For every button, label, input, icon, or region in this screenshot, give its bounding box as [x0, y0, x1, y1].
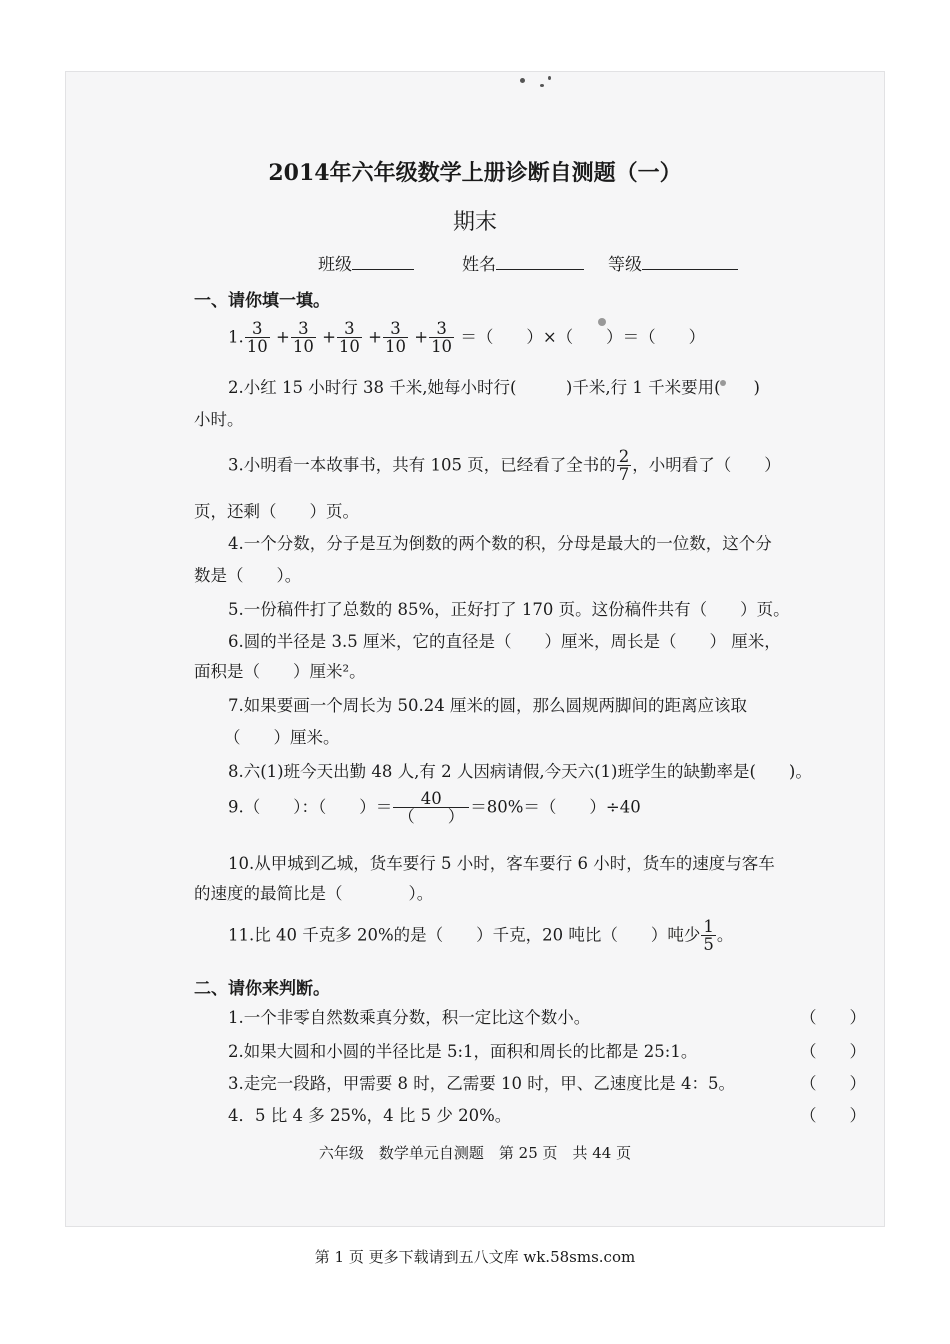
name-blank	[496, 269, 584, 270]
question-3-line2: 页，还剩（ ）页。	[194, 502, 359, 521]
denominator: 10	[246, 337, 268, 357]
question-2-line2: 小时。	[194, 410, 244, 429]
class-field	[318, 250, 414, 275]
question-7-line2: （ ）厘米。	[224, 728, 340, 747]
numerator: 1	[703, 917, 714, 936]
question-3-line1	[228, 448, 781, 484]
numerator: 3	[291, 320, 316, 338]
page-subtitle: 期末	[452, 210, 497, 235]
question-6-line1: 6.圆的半径是 3.5 厘米，它的直径是（ ）厘米，周长是（ ） 厘米，	[228, 632, 781, 651]
plus-sign: +	[322, 327, 336, 347]
question-8: 8.六(1)班今天出勤 48 人,有 2 人因病请假,今天六(1)班学生的缺勤率是( )。	[228, 762, 812, 781]
judge-answer-4: （ ）	[800, 1106, 866, 1125]
question-4-line1: 4.一个分数，分子是互为倒数的两个数的积，分母是最大的一位数，这个分	[228, 534, 772, 553]
denominator: （ ）	[398, 807, 465, 827]
section1-heading: 一、请你填一填。	[194, 291, 330, 311]
question-9	[228, 790, 641, 826]
question-9-text: ＝80%＝（ ）÷40	[470, 797, 641, 817]
name-field	[462, 250, 584, 275]
question-2-line1: 2.小红 15 小时行 38 千米,她每小时行( )千米,行 1 千米要用( )	[228, 378, 760, 397]
fraction	[393, 790, 469, 826]
scan-speck	[520, 78, 525, 83]
question-3-text: ，小明看了（ ）	[632, 455, 781, 475]
judge-item-2: 2.如果大圆和小圆的半径比是 5:1，面积和周长的比都是 25:1。	[228, 1042, 698, 1061]
denominator: 5	[703, 935, 714, 955]
plus-sign: +	[368, 327, 382, 347]
question-1-tail: ＝（ ）×（ ）＝（ ）	[460, 327, 706, 347]
numerator: 40	[393, 790, 469, 808]
numerator: 3	[245, 320, 270, 338]
judge-answer-2: （ ）	[800, 1042, 866, 1061]
question-1	[228, 320, 705, 356]
numerator: 2	[618, 447, 630, 466]
judge-answer-1: （ ）	[800, 1008, 866, 1027]
question-11-text: 11.比 40 千克多 20%的是（ ）千克，20 吨比（ ）吨少	[228, 925, 701, 945]
question-3-text: 3.小明看一本故事书，共有 105 页，已经看了全书的	[228, 455, 616, 475]
judge-item-3: 3.走完一段路，甲需要 8 时，乙需要 10 时，甲、乙速度比是 4：5。	[228, 1074, 735, 1093]
denominator: 10	[431, 337, 453, 357]
fraction	[291, 320, 316, 356]
download-footer: 第 1 页 更多下载请到五八文库 wk.58sms.com	[314, 1248, 636, 1266]
name-label: 姓名	[462, 255, 496, 275]
page-footer: 六年级 数学单元自测题 第 25 页 共 44 页	[318, 1144, 632, 1162]
grade-blank	[642, 269, 738, 270]
question-7-line1: 7.如果要画一个周长为 50.24 厘米的圆，那么圆规两脚间的距离应该取	[228, 696, 747, 715]
fraction	[701, 918, 716, 954]
section2-heading: 二、请你来判断。	[194, 979, 330, 999]
denominator: 10	[338, 337, 360, 357]
fraction	[245, 320, 270, 356]
page-title: 2014年六年级数学上册诊断自测题（一）	[268, 160, 682, 186]
question-10-line1: 10.从甲城到乙城，货车要行 5 小时，客车要行 6 小时，货车的速度与客车	[228, 854, 775, 873]
class-label: 班级	[318, 255, 352, 275]
class-blank	[352, 269, 414, 270]
scan-speck	[548, 76, 551, 80]
judge-answer-3: （ ）	[800, 1074, 866, 1093]
judge-item-4: 4．5 比 4 多 25%，4 比 5 少 20%。	[228, 1106, 512, 1125]
question-10-line2: 的速度的最简比是（ ）。	[194, 884, 434, 903]
numerator: 3	[383, 320, 408, 338]
fraction	[337, 320, 362, 356]
denominator: 10	[384, 337, 406, 357]
plus-sign: +	[414, 327, 429, 347]
question-11-text: 。	[716, 925, 734, 945]
grade-field	[608, 250, 738, 275]
fraction	[383, 320, 408, 356]
plus-sign: +	[276, 327, 290, 347]
numerator: 3	[337, 320, 362, 338]
judge-item-1: 1.一个非零自然数乘真分数，积一定比这个数小。	[228, 1008, 591, 1027]
fraction	[617, 448, 632, 484]
grade-label: 等级	[608, 255, 642, 275]
question-number: 1.	[228, 327, 244, 347]
fraction	[429, 320, 454, 356]
denominator: 10	[292, 337, 314, 357]
question-9-text: 9.（ ）：（ ）＝	[228, 797, 393, 817]
numerator: 3	[429, 320, 454, 338]
question-5: 5.一份稿件打了总数的 85%，正好打了 170 页。这份稿件共有（ ）页。	[228, 600, 790, 619]
question-11	[228, 918, 733, 954]
denominator: 7	[618, 465, 630, 485]
scan-speck	[540, 84, 544, 87]
question-4-line2: 数是（ ）。	[194, 566, 302, 585]
question-6-line2: 面积是（ ）厘米²。	[194, 662, 366, 681]
